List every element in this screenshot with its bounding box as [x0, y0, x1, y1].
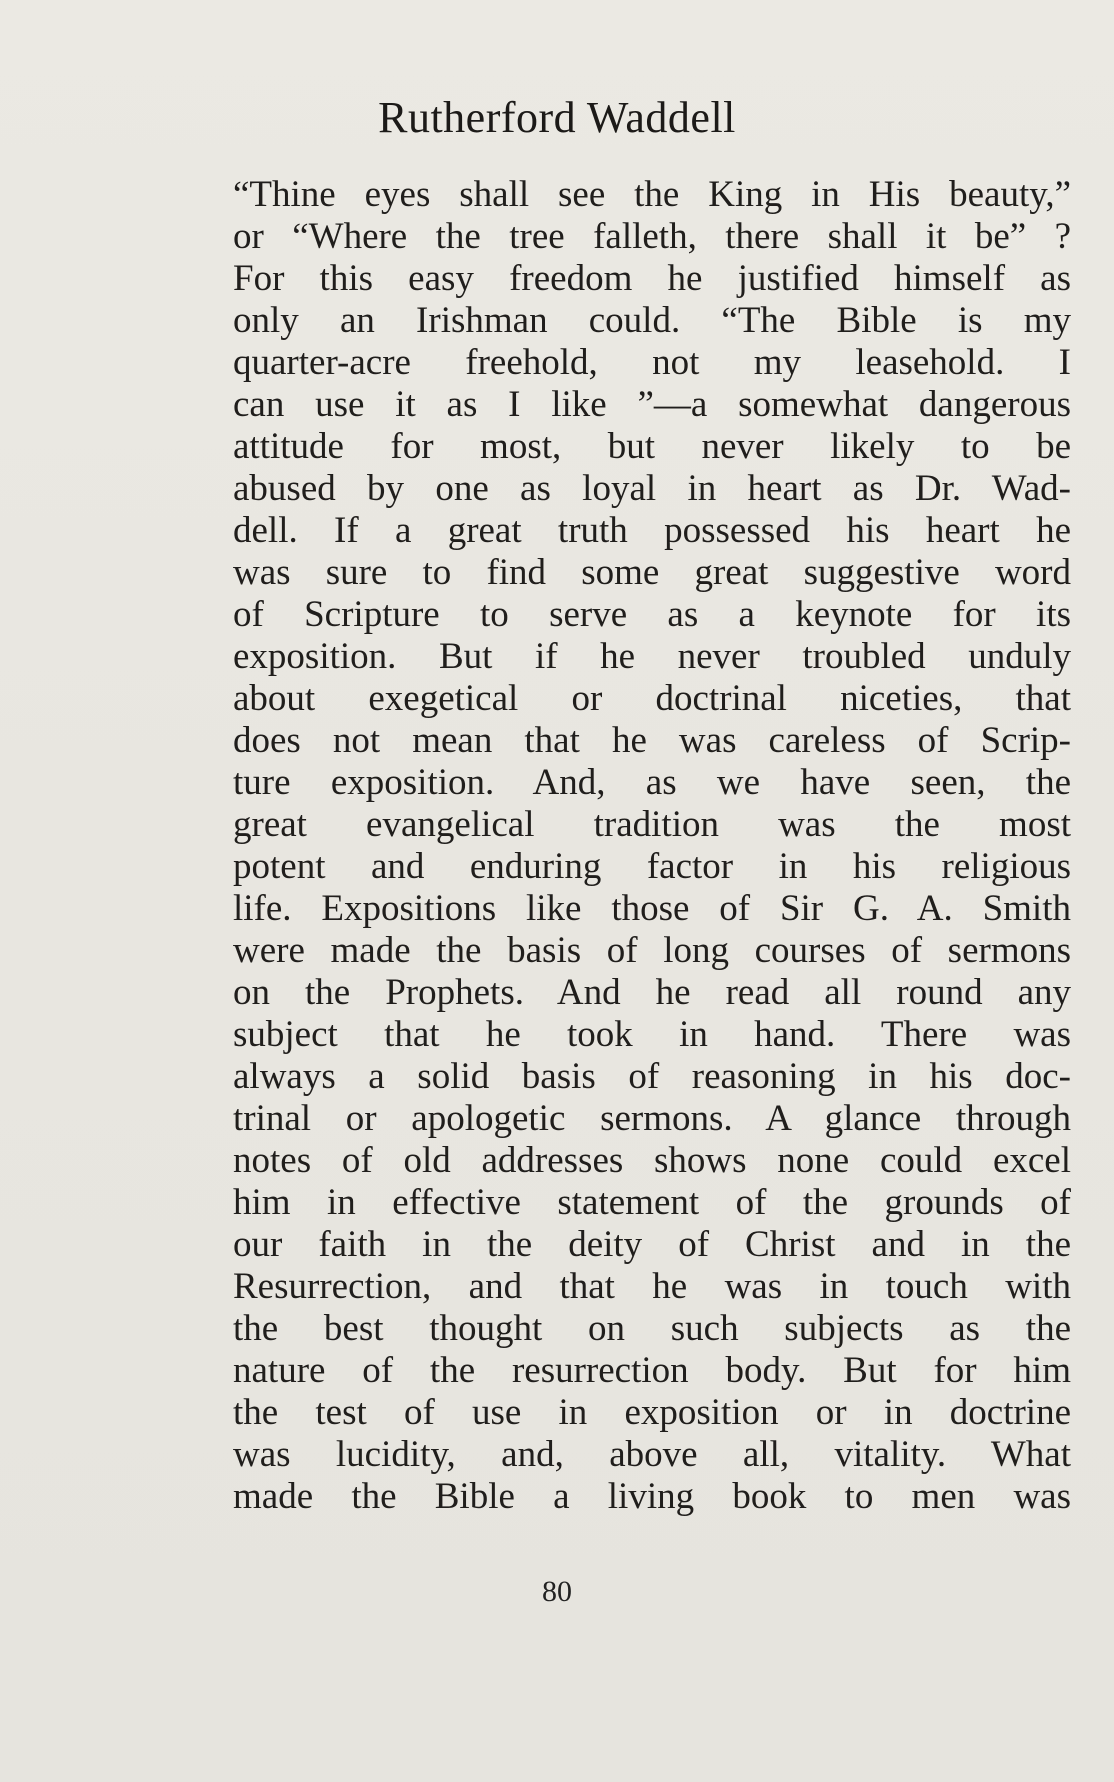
text-line: can use it as I like ”—a somewhat dangerous — [233, 384, 1071, 425]
text-line: “Thine eyes shall see the King in His beauty,” — [233, 174, 1071, 215]
text-line: our faith in the deity of Christ and in the — [233, 1224, 1071, 1265]
text-line: was sure to find some great suggestive word — [233, 552, 1071, 593]
page-number: 80 — [542, 1575, 572, 1608]
text-line: quarter-acre freehold, not my leasehold. I — [233, 342, 1071, 383]
text-line: the test of use in exposition or in doctrine — [233, 1392, 1071, 1433]
text-line: only an Irishman could. “The Bible is my — [233, 300, 1071, 341]
text-line: ture exposition. And, as we have seen, the — [233, 762, 1071, 803]
text-line: subject that he took in hand. There was — [233, 1014, 1071, 1055]
text-line: potent and enduring factor in his religious — [233, 846, 1071, 887]
body-text — [233, 174, 1071, 1518]
text-line: Resurrection, and that he was in touch with — [233, 1266, 1071, 1307]
text-line: notes of old addresses shows none could excel — [233, 1140, 1071, 1181]
text-line: about exegetical or doctrinal niceties, that — [233, 678, 1071, 719]
text-line: For this easy freedom he justified himself as — [233, 258, 1071, 299]
text-line: great evangelical tradition was the most — [233, 804, 1071, 845]
text-line: were made the basis of long courses of sermons — [233, 930, 1071, 971]
text-line: exposition. But if he never troubled unduly — [233, 636, 1071, 677]
text-line: or “Where the tree falleth, there shall it be” ? — [233, 216, 1071, 257]
text-line: made the Bible a living book to men was — [233, 1476, 1071, 1517]
running-head: Rutherford Waddell — [378, 93, 736, 142]
text-line: does not mean that he was careless of Scrip- — [233, 720, 1071, 761]
text-line: on the Prophets. And he read all round any — [233, 972, 1071, 1013]
text-line: nature of the resurrection body. But for him — [233, 1350, 1071, 1391]
text-line: of Scripture to serve as a keynote for its — [233, 594, 1071, 635]
text-line: attitude for most, but never likely to be — [233, 426, 1071, 467]
text-line: abused by one as loyal in heart as Dr. Wad- — [233, 468, 1071, 509]
text-line: was lucidity, and, above all, vitality. What — [233, 1434, 1071, 1475]
text-line: life. Expositions like those of Sir G. A. Smith — [233, 888, 1071, 929]
text-line: him in effective statement of the grounds of — [233, 1182, 1071, 1223]
text-line: dell. If a great truth possessed his heart he — [233, 510, 1071, 551]
text-line: always a solid basis of reasoning in his doc- — [233, 1056, 1071, 1097]
text-line: the best thought on such subjects as the — [233, 1308, 1071, 1349]
text-line: trinal or apologetic sermons. A glance through — [233, 1098, 1071, 1139]
